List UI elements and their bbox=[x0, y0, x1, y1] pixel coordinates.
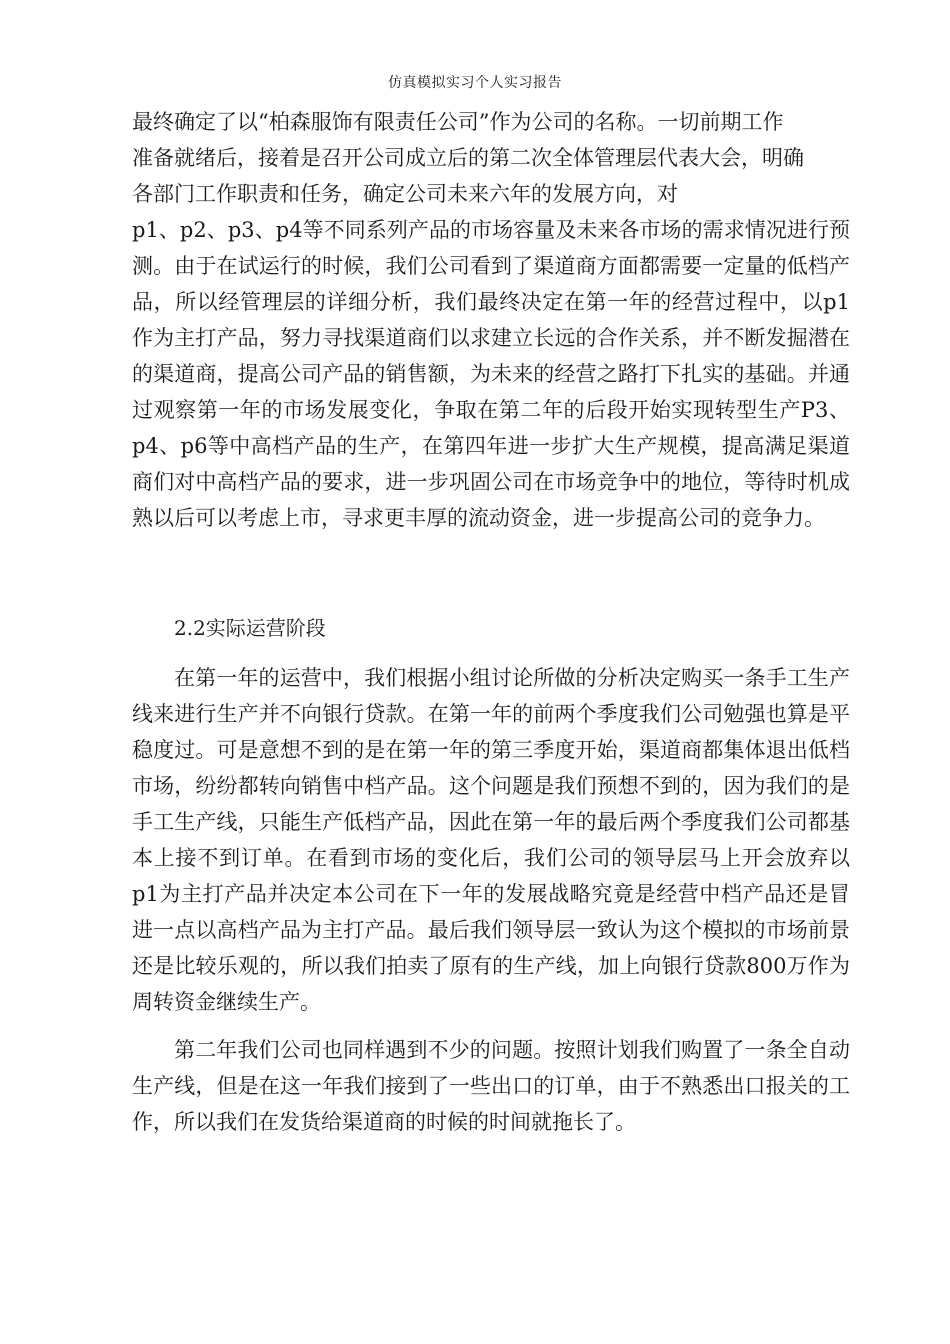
paragraph-first-year: 在第一年的运营中，我们根据小组讨论所做的分析决定购买一条手工生产线来进行生产并不向银行贷款。在第一年的前两个季度我们公司勉强也算是平稳度过。可是意想不到的是在第一年的第三季度开始，渠道商都集体退出低档市场，纷纷都转向销售中档产品。这个问题是我们预想不到的，因为我们的是手工生产线，只能生产低档产品，因此在第一年的最后两个季度我们公司都基本上接不到订单。在看到市场的变化后，我们公司的领导层马上开会放弃以p1为主打产品并决定本公司在下一年的发展战略究竟是经营中档产品还是冒进一点以高档产品为主打产品。最后我们领导层一致认为这个模拟的市场前景还是比较乐观的，所以我们拍卖了原有的生产线，加上向银行贷款800万作为周转资金继续生产。 bbox=[132, 666, 850, 1014]
para1-line-2: 准备就绪后，接着是召开公司成立后的第二次全体管理层代表大会，明确 bbox=[132, 146, 804, 170]
paragraph-continued bbox=[132, 104, 850, 536]
running-header: 仿真模拟实习个人实习报告 bbox=[388, 75, 562, 91]
section-heading: 2.2实际运营阶段 bbox=[174, 616, 326, 640]
para1-line-3: 各部门工作职责和任务，确定公司未来六年的发展方向，对 bbox=[132, 182, 678, 206]
para1-rest: p1、p2、p3、p4等不同系列产品的市场容量及未来各市场的需求情况进行预测。由于在试运行的时候，我们公司看到了渠道商方面都需要一定量的低档产品，所以经管理层的详细分析，我们最终决定在第一年的经营过程中，以p1作为主打产品，努力寻找渠道商们以求建立长远的合作关系，并不断发掘潜在的渠道商，提高公司产品的销售额，为未来的经营之路打下扎实的基础。并通过观察第一年的市场发展变化，争取在第二年的后段开始实现转型生产P3、p4、p6等中高档产品的生产，在第四年进一步扩大生产规模，提高满足渠道商们对中高档产品的要求，进一步巩固公司在市场竞争中的地位，等待时机成熟以后可以考虑上市，寻求更丰厚的流动资金，进一步提高公司的竞争力。 bbox=[132, 218, 850, 530]
paragraph-second-year: 第二年我们公司也同样遇到不少的问题。按照计划我们购置了一条全自动生产线，但是在这一年我们接到了一些出口的订单，由于不熟悉出口报关的工作，所以我们在发货给渠道商的时候的时间就拖长了。 bbox=[132, 1038, 850, 1134]
para1-line-1: 最终确定了以“柏森服饰有限责任公司”作为公司的名称。一切前期工作 bbox=[132, 110, 784, 134]
document-body bbox=[132, 104, 850, 1140]
